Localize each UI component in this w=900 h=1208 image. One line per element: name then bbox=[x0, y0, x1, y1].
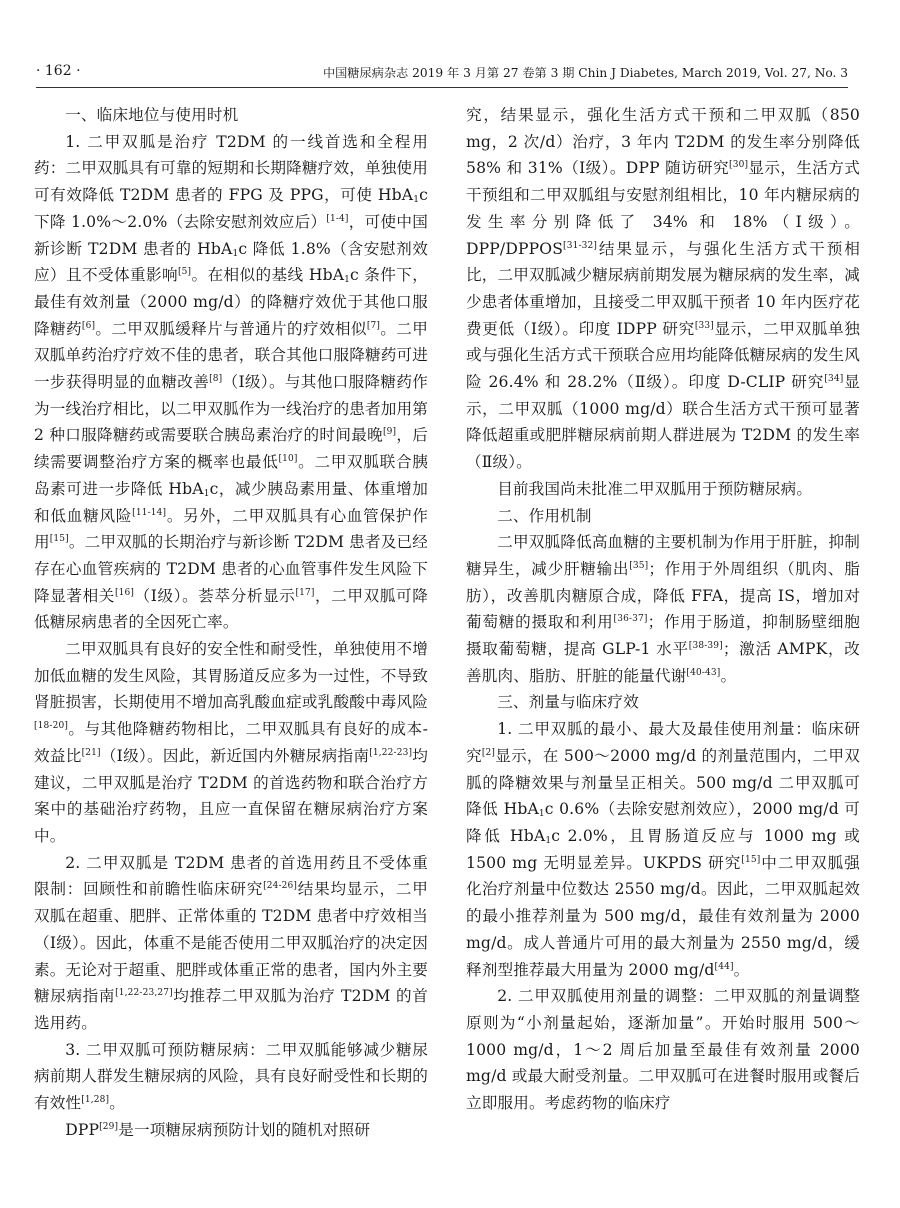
body-paragraph: 1. 二甲双胍的最小、最大及最佳使用剂量：临床研究[2]显示，在 500～2000 mg/d 的剂量范围内，二甲双胍的降糖效果与剂量呈正相关。500 mg/d 二甲双胍可降低 HbA$_1$c 0.6%（去除安慰剂效应），2000 mg/d 可降低 HbA$_1$c 2.0%，且胃肠道反应与 1000 mg 或 1500 mg 无明显差异。UKPDS 研究[15]中二甲双胍强化治疗剂量中位数达 2550 mg/d。因此，二甲双胍起效的最小推荐剂量为 500 mg/d，最佳有效剂量为 2000 mg/d。成人普通片可用的最大剂量为 2550 mg/d，缓释剂型推荐最大用量为 2000 mg/d[44]。 bbox=[466, 720, 861, 979]
section-heading: 三、剂量与临床疗效 bbox=[497, 693, 639, 712]
journal-running-title: 中国糖尿病杂志 2019 年 3 月第 27 卷第 3 期 Chin J Diabetes, March 2019, Vol. 27, No. 3 bbox=[322, 66, 848, 80]
right-column bbox=[466, 102, 860, 1117]
body-paragraph: 1. 二甲双胍是治疗 T2DM 的一线首选和全程用药：二甲双胍具有可靠的短期和长期降糖疗效，单独使用可有效降低 T2DM 患者的 FPG 及 PPG，可使 HbA$_1$c 下降 1.0%～2.0%（去除安慰剂效应后）[1-4]，可使中国新诊断 T2DM 患者的 HbA$_1$c 降低 1.8%（含安慰剂效应）且不受体重影响[5]。在相似的基线 HbA$_1$c 条件下，最佳有效剂量（2000 mg/d）的降糖疗效优于其他口服降糖药[6]。二甲双胍缓释片与普通片的疗效相似[7]。二甲双胍单药治疗疗效不佳的患者，联合其他口服降糖药可进一步获得明显的血糖改善[8]（Ⅰ级）。与其他口服降糖药作为一线治疗相比，以二甲双胍作为一线治疗的患者加用第 2 种口服降糖药或需要联合胰岛素治疗的时间最晚[9]，后续需要调整治疗方案的概率也最低[10]。二甲双胍联合胰岛素可进一步降低 HbA$_1$c，减少胰岛素用量、体重增加和低血糖风险[11-14]。另外，二甲双胍具有心血管保护作用[15]。二甲双胍的长期治疗与新诊断 T2DM 患者及已经存在心血管疾病的 T2DM 患者的心血管事件发生风险下降显著相关[16]（Ⅰ级）。荟萃分析显示[17]，二甲双胍可降低糖尿病患者的全因死亡率。 bbox=[34, 132, 429, 632]
body-paragraph: 目前我国尚未批准二甲双胍用于预防糖尿病。 bbox=[497, 479, 813, 498]
page-number: · 162 · bbox=[36, 63, 81, 79]
body-paragraph: 二甲双胍降低高血糖的主要机制为作用于肝脏，抑制糖异生，减少肝糖输出[35]；作用于外周组织（肌肉、脂肪），改善肌肉糖原合成，降低 FFA，提高 IS，增加对葡萄糖的摄取和利用[36-37]；作用于肠道，抑制肠壁细胞摄取葡萄糖，提高 GLP-1 水平[38-39]；激活 AMPK，改善肌肉、脂肪、肝脏的能量代谢[40-43]。 bbox=[466, 533, 860, 685]
body-paragraph: 二甲双胍具有良好的安全性和耐受性，单独使用不增加低血糖的发生风险，其胃肠道反应多为一过性，不导致肾脏损害，长期使用不增加高乳酸血症或乳酸酸中毒风险[18-20]。与其他降糖药物相比，二甲双胍具有良好的成本-效益比[21]（Ⅰ级）。因此，新近国内外糖尿病指南[1,22-23]均建议，二甲双胍是治疗 T2DM 的首选药物和联合治疗方案中的基础治疗药物，且应一直保留在糖尿病治疗方案中。 bbox=[34, 640, 428, 845]
header-rule bbox=[36, 87, 848, 88]
body-paragraph: DPP[29]是一项糖尿病预防计划的随机对照研 bbox=[65, 1120, 371, 1139]
body-paragraph: 究，结果显示，强化生活方式干预和二甲双胍（850 mg，2 次/d）治疗，3 年内 T2DM 的发生率分别降低 58% 和 31%（Ⅰ级）。DPP 随访研究[30]显示，生活方式干预组和二甲双胍组与安慰剂组相比，10 年内糖尿病的发生率分别降低了 34% 和 18%（Ⅰ级）。DPP/DPPOS[31-32]结果显示，与强化生活方式干预相比，二甲双胍减少糖尿病前期发展为糖尿病的发生率，减少患者体重增加，且接受二甲双胍干预者 10 年内医疗花费更低（Ⅰ级）。印度 IDPP 研究[33]显示，二甲双胍单独或与强化生活方式干预联合应用均能降低糖尿病的发生风险 26.4% 和 28.2%（Ⅱ级）。印度 D-CLIP 研究[34]显示，二甲双胍（1000 mg/d）联合生活方式干预可显著降低超重或肥胖糖尿病前期人群进展为 T2DM 的发生率（Ⅱ级）。 bbox=[466, 106, 860, 472]
body-paragraph: 2. 二甲双胍使用剂量的调整：二甲双胍的剂量调整原则为“小剂量起始，逐渐加量”。开始时服用 500～1000 mg/d，1～2 周后加量至最佳有效剂量 2000 mg/d 或最大耐受剂量。二甲双胍可在进餐时服用或餐后立即服用。考虑药物的临床疗 bbox=[466, 987, 860, 1113]
left-column bbox=[34, 102, 428, 1143]
body-paragraph: 3. 二甲双胍可预防糖尿病：二甲双胍能够减少糖尿病前期人群发生糖尿病的风险，具有良好耐受性和长期的有效性[1,28]。 bbox=[34, 1040, 428, 1113]
body-paragraph: 2. 二甲双胍是 T2DM 患者的首选用药且不受体重限制：回顾性和前瞻性临床研究[24-26]结果均显示，二甲双胍在超重、肥胖、正常体重的 T2DM 患者中疗效相当（Ⅰ级）。因此，体重不是能否使用二甲双胍治疗的决定因素。无论对于超重、肥胖或体重正常的患者，国内外主要糖尿病指南[1,22-23,27]均推荐二甲双胍为治疗 T2DM 的首选用药。 bbox=[34, 853, 429, 1032]
section-heading: 二、作用机制 bbox=[497, 506, 592, 525]
section-heading: 一、临床地位与使用时机 bbox=[65, 106, 239, 124]
page-header bbox=[36, 60, 848, 84]
